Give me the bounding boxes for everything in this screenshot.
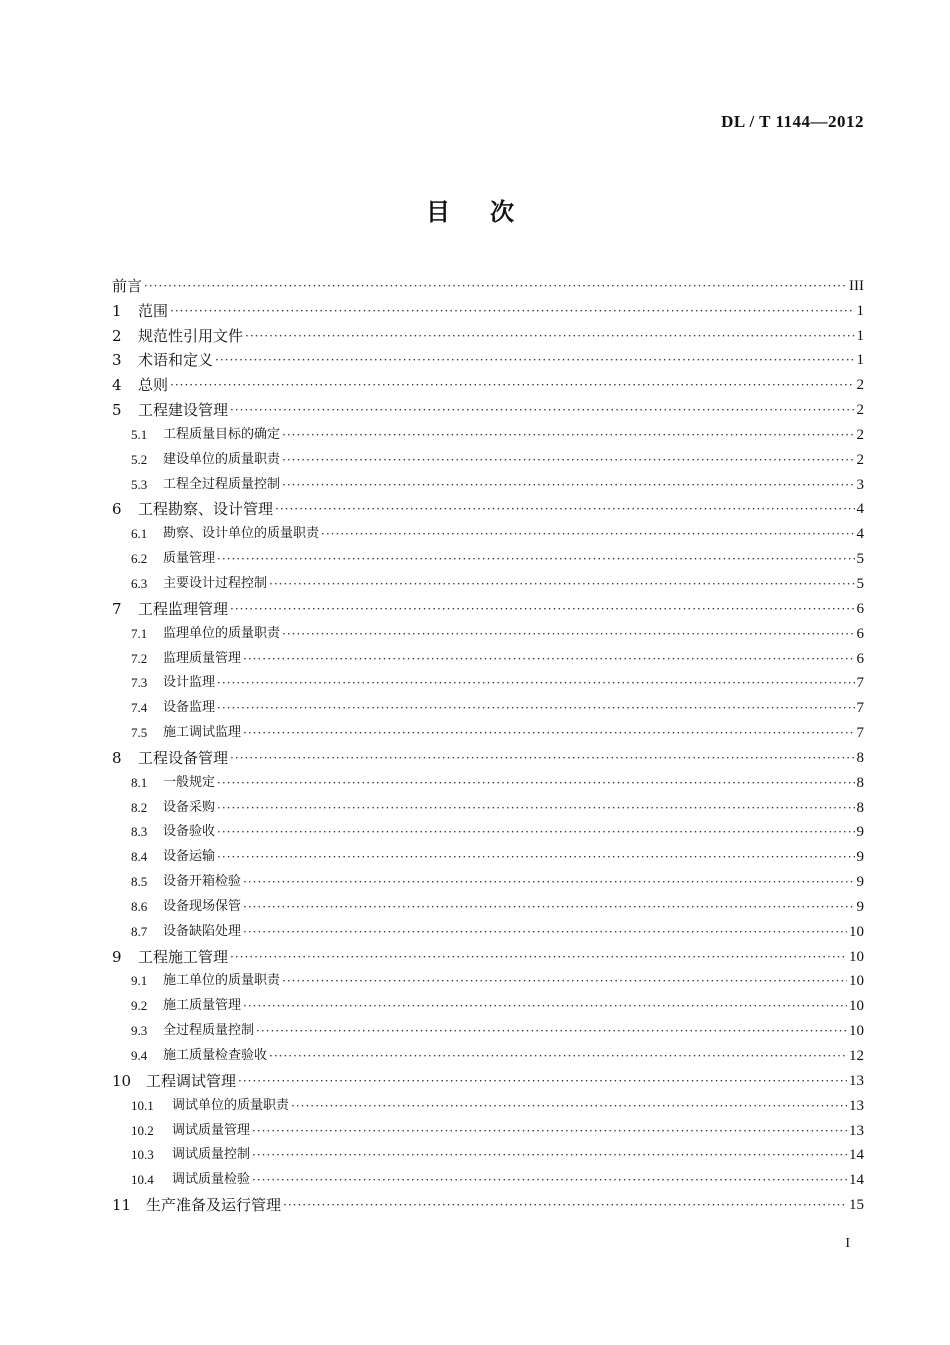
toc-entry[interactable]: [112, 322, 864, 347]
toc-entry-number: 9.2: [131, 998, 148, 1014]
toc-entry-number: 8.7: [131, 923, 148, 939]
toc-entry-title: 设备缺陷处理: [163, 923, 242, 939]
toc-leader-dots: [217, 548, 854, 570]
toc-entry[interactable]: [112, 396, 864, 421]
toc-entry-page: 14: [849, 1172, 864, 1189]
toc-leader-dots: [321, 523, 854, 545]
toc-leader-dots: [144, 275, 847, 297]
toc-entry[interactable]: [112, 371, 864, 396]
toc-leader-dots: [243, 896, 854, 918]
toc-entry-number: 8.4: [131, 849, 148, 865]
toc-entry-title: 一般规定: [163, 774, 216, 790]
toc-entry-number: 5.2: [131, 451, 148, 467]
toc-entry-title: 调试质量控制: [172, 1147, 251, 1163]
toc-entry[interactable]: [112, 893, 864, 918]
toc-leader-dots: [238, 1070, 847, 1092]
toc-leader-dots: [230, 598, 854, 620]
toc-entry[interactable]: [112, 1092, 864, 1117]
toc-entry-number: 7.1: [131, 625, 148, 641]
toc-leader-dots: [230, 946, 847, 968]
toc-entry[interactable]: [112, 595, 864, 620]
toc-entry-number: 6.1: [131, 526, 148, 542]
toc-leader-dots: [252, 1169, 847, 1191]
toc-leader-dots: [282, 970, 847, 992]
toc-entry-number: 7: [112, 599, 122, 618]
toc-entry-number: 9: [112, 947, 122, 966]
toc-entry-number: 7.5: [131, 725, 148, 741]
toc-entry-title: 设备运输: [163, 849, 216, 865]
toc-entry[interactable]: [112, 570, 864, 595]
toc-leader-dots: [282, 474, 854, 496]
toc-entry[interactable]: [112, 645, 864, 670]
toc-leader-dots: [170, 374, 854, 396]
toc-entry-title: 工程监理管理: [138, 599, 229, 618]
toc-entry[interactable]: [112, 520, 864, 545]
toc-entry-page: 6: [856, 625, 864, 642]
toc-leader-dots: [215, 349, 854, 371]
toc-entry-title: 总则: [138, 376, 169, 395]
toc-entry-page: 10: [849, 923, 864, 940]
toc-entry-page: 2: [856, 377, 864, 394]
toc-entry-title: 工程施工管理: [138, 947, 229, 966]
toc-leader-dots: [283, 1194, 847, 1216]
table-of-contents: [112, 272, 864, 1216]
toc-entry-page: 13: [849, 1072, 864, 1089]
toc-entry-number: 6: [112, 500, 122, 519]
toc-entry-title: 监理单位的质量职责: [163, 625, 281, 641]
toc-entry-number: 10.3: [131, 1147, 154, 1163]
toc-entry-title: 工程全过程质量控制: [163, 476, 281, 492]
toc-entry-title: 施工单位的质量职责: [163, 973, 281, 989]
toc-entry-page: 10: [849, 948, 864, 965]
toc-leader-dots: [217, 672, 854, 694]
toc-entry[interactable]: [112, 1117, 864, 1142]
toc-entry-number: 9.4: [131, 1048, 148, 1063]
toc-entry-number: 9.1: [131, 973, 148, 989]
toc-leader-dots: [243, 871, 854, 893]
toc-entry[interactable]: [112, 496, 864, 521]
toc-entry[interactable]: [112, 968, 864, 993]
toc-entry-title: 调试质量检验: [172, 1172, 251, 1188]
toc-leader-dots: [245, 325, 854, 347]
toc-leader-dots: [252, 1144, 847, 1166]
toc-entry-page: 15: [849, 1197, 864, 1214]
toc-entry-title: 设备监理: [163, 700, 216, 716]
toc-entry-number: 3: [112, 351, 122, 370]
toc-entry[interactable]: [112, 769, 864, 794]
toc-entry[interactable]: [112, 918, 864, 943]
toc-leader-dots: [269, 1045, 847, 1067]
toc-leader-dots: [282, 623, 854, 645]
toc-leader-dots: [217, 846, 854, 868]
toc-leader-dots: [275, 498, 854, 520]
toc-leader-dots: [217, 772, 854, 794]
toc-leader-dots: [243, 921, 847, 943]
toc-entry[interactable]: [112, 719, 864, 744]
toc-entry[interactable]: [112, 868, 864, 893]
toc-leader-dots: [230, 747, 854, 769]
toc-leader-dots: [243, 995, 847, 1017]
toc-entry-number: 7.4: [131, 700, 148, 716]
toc-entry-page: 2: [856, 402, 864, 419]
toc-entry-page: 5: [856, 551, 864, 568]
toc-entry-title: 生产准备及运行管理: [146, 1196, 282, 1215]
toc-entry-page: 5: [856, 575, 864, 592]
toc-entry[interactable]: [112, 297, 864, 322]
toc-entry-title: 设备验收: [163, 824, 216, 840]
toc-leader-dots: [282, 424, 854, 446]
toc-entry-number: 7.2: [131, 650, 148, 666]
toc-entry-page: 13: [849, 1097, 864, 1114]
toc-entry-page: 8: [856, 749, 864, 766]
toc-entry-number: 5: [112, 401, 122, 420]
toc-entry-title: 建设单位的质量职责: [163, 451, 281, 467]
toc-leader-dots: [243, 722, 854, 744]
toc-entry-title: 主要设计过程控制: [163, 575, 268, 591]
page-title: 目次: [426, 198, 554, 226]
toc-entry-page: 6: [856, 650, 864, 667]
toc-entry[interactable]: [112, 1142, 864, 1167]
toc-entry-title: 设备现场保管: [163, 898, 242, 914]
toc-entry-title: 工程建设管理: [138, 401, 229, 420]
toc-entry-page: 1: [856, 302, 864, 319]
toc-entry-title: 工程设备管理: [138, 748, 229, 767]
toc-entry-number: 10: [112, 1071, 132, 1090]
toc-entry[interactable]: [112, 1017, 864, 1042]
toc-entry-page: 8: [856, 799, 864, 816]
toc-entry[interactable]: [112, 1191, 864, 1216]
toc-entry-page: 6: [856, 600, 864, 617]
toc-entry-number: 8.1: [131, 774, 148, 790]
toc-entry-title: 调试单位的质量职责: [172, 1097, 290, 1113]
toc-entry-number: 8.3: [131, 824, 148, 840]
toc-entry-page: 8: [856, 774, 864, 791]
toc-entry-number: 4: [112, 376, 122, 395]
toc-entry-number: 6.2: [131, 551, 148, 567]
toc-entry-number: 10.4: [131, 1172, 154, 1188]
toc-leader-dots: [217, 821, 854, 843]
toc-entry[interactable]: [112, 744, 864, 769]
toc-leader-dots: [243, 648, 854, 670]
toc-leader-dots: [256, 1020, 847, 1042]
toc-entry-title: 质量管理: [163, 551, 216, 567]
toc-leader-dots: [170, 300, 854, 322]
toc-entry-title: 全过程质量控制: [163, 1023, 255, 1039]
toc-entry-page: 10: [849, 1023, 864, 1040]
toc-entry-number: 11: [112, 1196, 132, 1215]
toc-leader-dots: [282, 449, 854, 471]
toc-entry-title: 调试质量管理: [172, 1122, 251, 1138]
toc-entry-number: 8.2: [131, 799, 148, 815]
toc-leader-dots: [217, 697, 854, 719]
toc-entry-title: 设备采购: [163, 799, 216, 815]
toc-entry-number: 9.3: [131, 1023, 148, 1039]
toc-entry-page: 2: [856, 426, 864, 443]
toc-entry-page: 9: [856, 874, 864, 891]
toc-entry[interactable]: [112, 819, 864, 844]
toc-entry[interactable]: [112, 446, 864, 471]
toc-entry-number: 8.5: [131, 874, 148, 890]
toc-entry-page: 14: [849, 1147, 864, 1164]
toc-entry-title: 施工质量检查验收: [163, 1048, 268, 1063]
toc-leader-dots: [230, 399, 854, 421]
toc-entry-page: 9: [856, 849, 864, 866]
toc-entry-title: 前言: [112, 276, 143, 295]
toc-entry-page: 7: [856, 700, 864, 717]
toc-entry-page: III: [849, 277, 864, 294]
toc-entry[interactable]: [112, 272, 864, 297]
toc-entry[interactable]: [112, 1166, 864, 1191]
toc-entry-number: 8.6: [131, 898, 148, 914]
toc-entry-title: 施工调试监理: [163, 725, 242, 741]
toc-leader-dots: [269, 573, 854, 595]
toc-entry-number: 5.3: [131, 476, 148, 492]
toc-entry[interactable]: [112, 471, 864, 496]
toc-entry-page: 7: [856, 725, 864, 742]
toc-entry-page: 1: [856, 352, 864, 369]
toc-entry[interactable]: [112, 694, 864, 719]
toc-entry-page: 2: [856, 451, 864, 468]
toc-entry-title: 设计监理: [163, 675, 216, 691]
toc-entry[interactable]: [112, 347, 864, 372]
toc-entry-page: 9: [856, 824, 864, 841]
toc-entry-title: 术语和定义: [138, 351, 214, 370]
toc-entry[interactable]: [112, 943, 864, 968]
toc-entry-page: 10: [849, 998, 864, 1015]
toc-entry-page: 4: [856, 526, 864, 543]
toc-entry-number: 1: [112, 301, 122, 320]
toc-entry-number: 10.1: [131, 1097, 154, 1113]
toc-entry[interactable]: [112, 992, 864, 1017]
toc-entry-title: 施工质量管理: [163, 998, 242, 1014]
toc-entry[interactable]: [112, 670, 864, 695]
toc-entry[interactable]: [112, 421, 864, 446]
toc-entry[interactable]: [112, 1067, 864, 1092]
toc-entry[interactable]: [112, 843, 864, 868]
toc-leader-dots: [291, 1095, 847, 1117]
toc-entry[interactable]: [112, 620, 864, 645]
toc-entry-title: 勘察、设计单位的质量职责: [163, 526, 320, 542]
toc-entry[interactable]: [112, 1042, 864, 1067]
toc-entry-page: 4: [856, 501, 864, 518]
toc-entry-page: 7: [856, 675, 864, 692]
toc-entry[interactable]: [112, 545, 864, 570]
toc-entry-title: 规范性引用文件: [138, 326, 244, 345]
toc-entry-number: 5.1: [131, 426, 148, 442]
toc-leader-dots: [252, 1120, 847, 1142]
toc-entry[interactable]: [112, 794, 864, 819]
toc-entry-page: 3: [856, 476, 864, 493]
toc-leader-dots: [217, 797, 854, 819]
toc-entry-title: 工程勘察、设计管理: [138, 500, 274, 519]
toc-entry-title: 设备开箱检验: [163, 874, 242, 890]
toc-entry-page: 10: [849, 973, 864, 990]
toc-entry-number: 6.3: [131, 575, 148, 591]
toc-entry-number: 2: [112, 326, 122, 345]
toc-entry-number: 7.3: [131, 675, 148, 691]
toc-entry-page: 12: [849, 1048, 864, 1064]
toc-entry-title: 监理质量管理: [163, 650, 242, 666]
toc-entry-title: 范围: [138, 301, 169, 320]
toc-entry-number: 8: [112, 748, 122, 767]
toc-entry-title: 工程调试管理: [146, 1071, 237, 1090]
toc-entry-page: 9: [856, 898, 864, 915]
toc-entry-title: 工程质量目标的确定: [163, 426, 281, 442]
document-code: DL / T 1144—2012: [721, 112, 864, 131]
toc-entry-page: 13: [849, 1122, 864, 1139]
toc-entry-page: 1: [856, 327, 864, 344]
toc-entry-number: 10.2: [131, 1122, 154, 1138]
page-number: I: [845, 1236, 850, 1251]
